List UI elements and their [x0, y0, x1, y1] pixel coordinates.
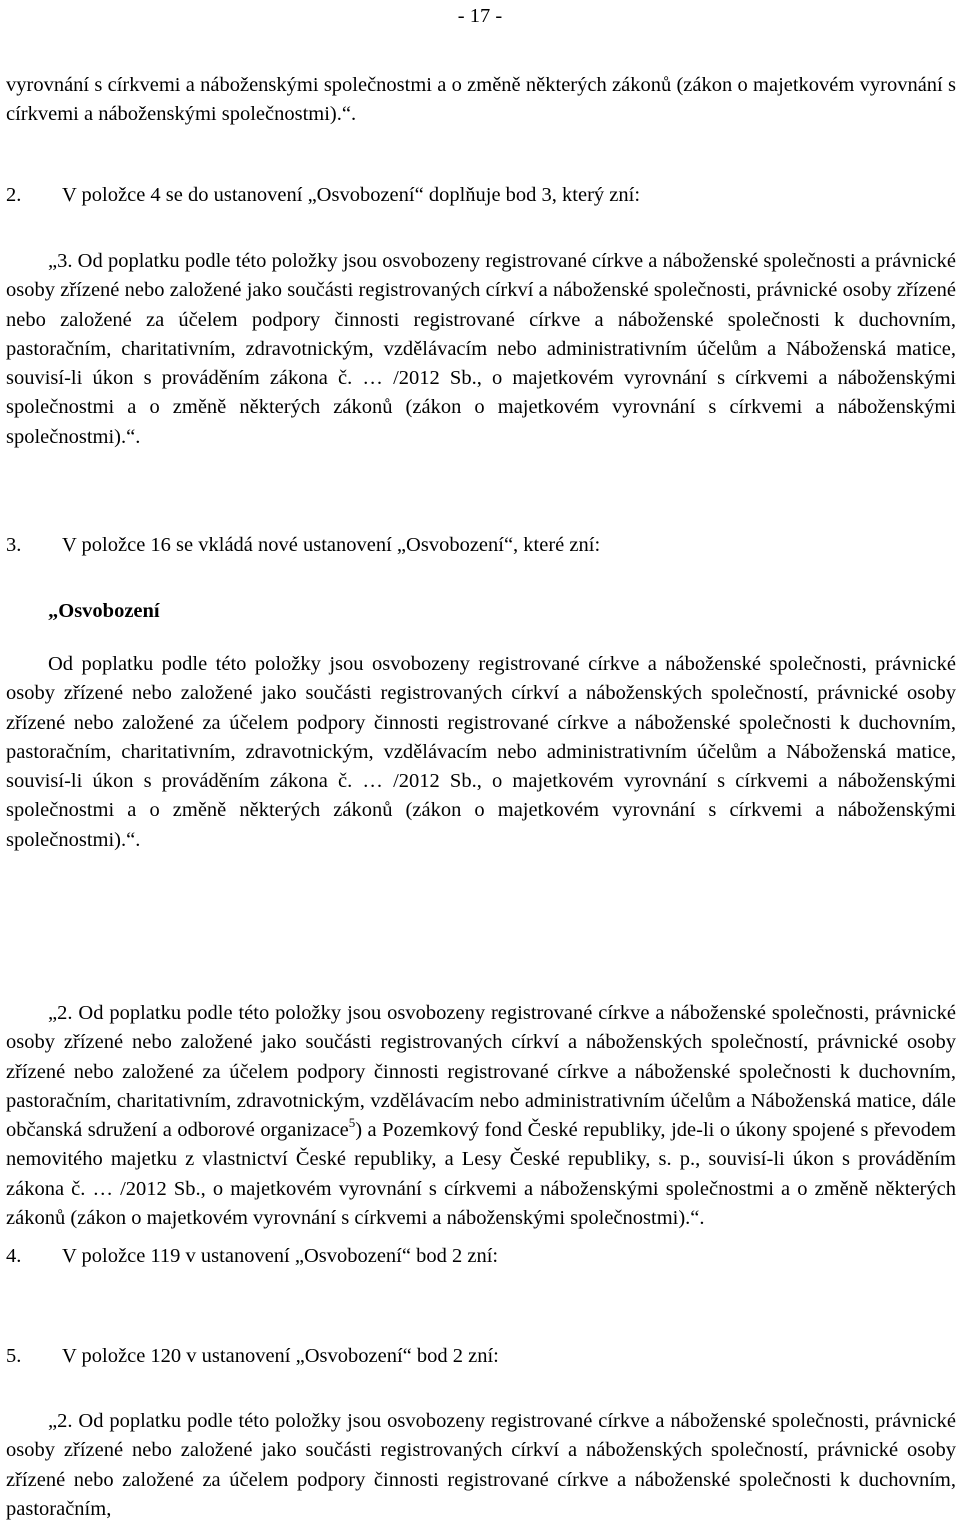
item-3-body: Od poplatku podle této položky jsou osvobozeny registrované církve a náboženské společnosti, právnické osoby zřízené nebo založené jako součásti registrovaných církví a náboženských společností, právnické osoby zřízené nebo založené za účelem podpory činnosti registrované církve a náboženské společnosti k duchovním, pastoračním, charitativním, zdravotnickým, vzdělávacím nebo administrativním účelům a Náboženská matice, souvisí-li úkon s prováděním zákona č. … /2012 Sb., o majetkovém vyrovnání s církvemi a náboženskými společnostmi a o změně některých zákonů (zákon o majetkovém vyrovnání s církvemi a náboženskými společnostmi).“. — [6, 653, 956, 851]
item-3-heading — [6, 531, 956, 560]
intro-paragraph: vyrovnání s církvemi a náboženskými společnostmi a o změně některých zákonů (zákon o majetkovém vyrovnání s církvemi a náboženskými společnostmi).“. — [6, 74, 956, 126]
item-5-heading — [6, 1342, 956, 1371]
page-number: - 17 - — [457, 5, 503, 27]
footnote-5-marker: 5 — [348, 1115, 356, 1131]
item-5-body: „2. Od poplatku podle této položky jsou osvobozeny registrované církve a náboženské společnosti, právnické osoby zřízené nebo založené jako součásti registrovaných církví a náboženských společností, právnické osoby zřízené nebo založené za účelem podpory činnosti registrované církve a náboženské společnosti k duchovním, pastoračním, — [6, 1410, 956, 1520]
item-5-number: 5. — [6, 1345, 22, 1367]
item-4-text: V položce 119 v ustanovení „Osvobození“ bod 2 zní: — [62, 1245, 499, 1267]
item-2-heading — [6, 181, 956, 210]
item-5-text: V položce 120 v ustanovení „Osvobození“ bod 2 zní: — [62, 1345, 499, 1367]
item-3-number: 3. — [6, 534, 22, 556]
item-2-text: V položce 4 se do ustanovení „Osvobození“ doplňuje bod 3, který zní: — [62, 184, 641, 206]
item-4-heading — [6, 1242, 956, 1271]
item-2-body: „3. Od poplatku podle této položky jsou osvobozeny registrované církve a náboženské společnosti a právnické osoby zřízené nebo založené jako součásti registrovaných církví a náboženské společnosti, právnické osoby zřízené nebo založené za účelem podpory činnosti registrované církve a náboženské společnosti k duchovním, pastoračním, charitativním, zdravotnickým, vzdělávacím nebo administrativním účelům a Náboženská matice, souvisí-li úkon s prováděním zákona č. … /2012 Sb., o majetkovém vyrovnání s církvemi a náboženskými společnostmi a o změně některých zákonů (zákon o majetkovém vyrovnání s církvemi a náboženskými společnostmi).“. — [6, 250, 956, 448]
item-3-text: V položce 16 se vkládá nové ustanovení „Osvobození“, které zní: — [62, 534, 601, 556]
item-4-body-part-a: „2. Od poplatku podle této položky jsou osvobozeny registrované církve a náboženské společnosti, právnické osoby zřízené nebo založené jako součásti registrovaných církví a náboženských společností, právnické osoby zřízené nebo založené za účelem podpory činnosti registrované církve a náboženské společnosti k duchovním, pastoračním, charitativním, zdravotnickým, vzdělávacím nebo administrativním účelům a Náboženská matice, dále občanská sdružení a odborové organizace — [6, 1002, 956, 1142]
item-3-title: „Osvobození — [48, 600, 160, 622]
item-4-body-part-b: ) a Pozemkový fond České republiky, jde-li o úkony spojené s převodem nemovitého majetku z vlastnictví České republiky, a Lesy České republiky, s. p., souvisí-li úkon s prováděním zákona č. … /2012 Sb., o majetkovém vyrovnání s církvemi a náboženskými společnostmi a o změně některých zákonů (zákon o majetkovém vyrovnání s církvemi a náboženskými společnostmi).“. — [6, 1119, 956, 1230]
item-2-number: 2. — [6, 184, 22, 206]
item-4-number: 4. — [6, 1245, 22, 1267]
item-4-body — [6, 999, 956, 1233]
